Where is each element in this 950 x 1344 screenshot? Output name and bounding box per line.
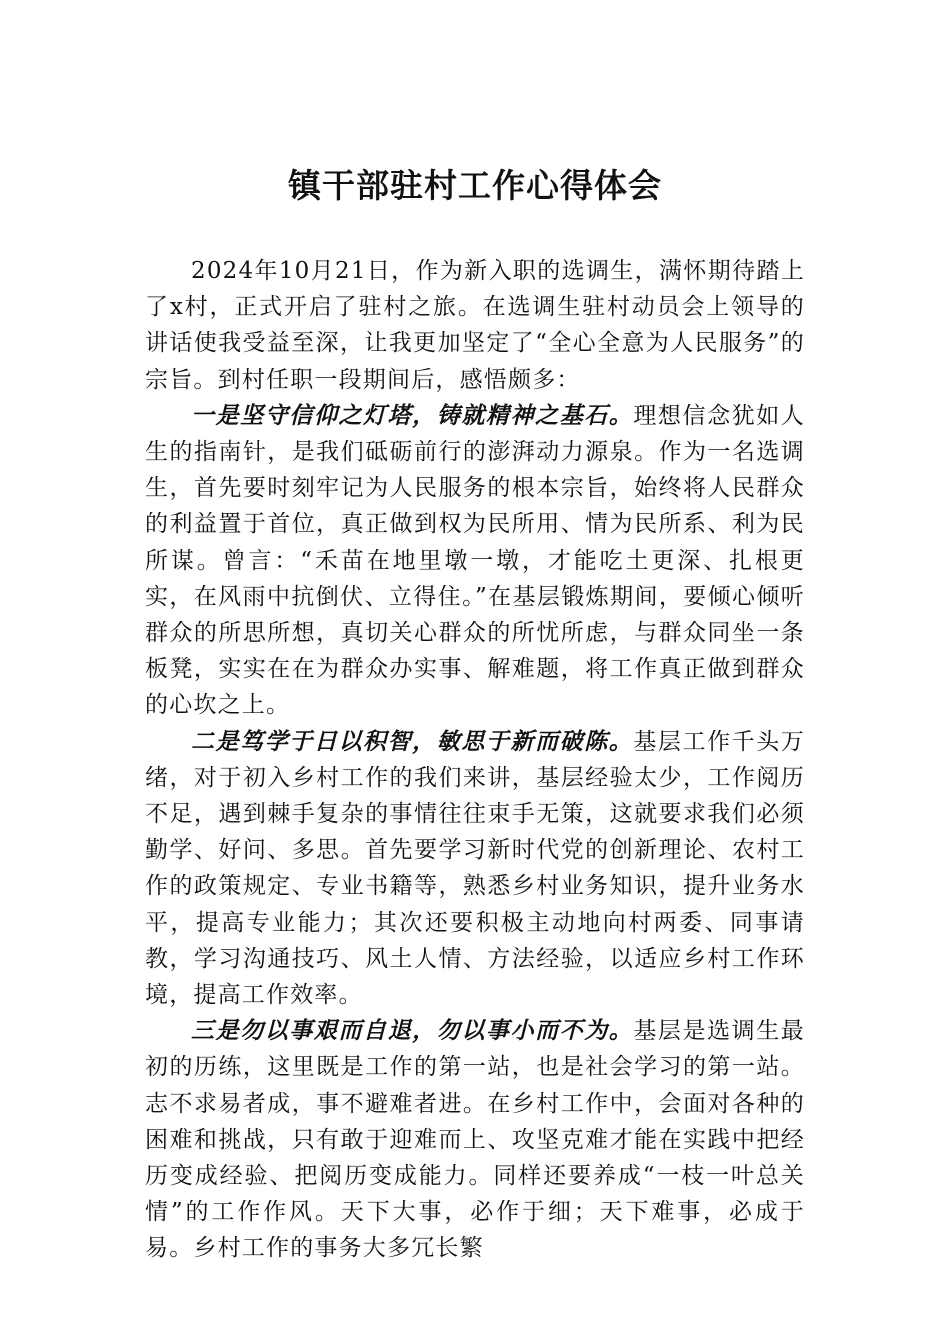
section-paragraph-2 — [145, 724, 805, 1014]
document-title: 镇干部驻村工作心得体会 — [288, 166, 662, 205]
section-lead-3: 三是勿以事艰而自退，勿以事小而不为。 — [191, 1017, 634, 1045]
section-lead-2: 二是笃学于日以积智，敏思于新而破陈。 — [191, 727, 634, 755]
section-lead-1: 一是坚守信仰之灯塔，铸就精神之基石。 — [191, 401, 634, 429]
section-paragraph-1 — [145, 398, 805, 724]
section-text-3: 基层是选调生最初的历练，这里既是工作的第一站，也是社会学习的第一站。志不求易者成，事不避难者进。在乡村工作中，会面对各种的困难和挑战，只有敢于迎难而上、攻坚克难才能在实践中把经历变成经验、把阅历变成能力。同样还要养成“一枝一叶总关情”的工作作风。天下大事，必作于细；天下难事，必成于易。乡村工作的事务大多冗长繁 — [145, 1018, 805, 1262]
section-text-2: 基层工作千头万绪，对于初入乡村工作的我们来讲，基层经验太少，工作阅历不足，遇到棘手复杂的事情往往束手无策，这就要求我们必须勤学、好问、多思。首先要学习新时代党的创新理论、农村工作的政策规定、专业书籍等，熟悉乡村业务知识，提升业务水平，提高专业能力；其次还要积极主动地向村两委、同事请教，学习沟通技巧、风土人情、方法经验，以适应乡村工作环境，提高工作效率。 — [145, 728, 805, 1009]
intro-paragraph: 2024年10月21日，作为新入职的选调生，满怀期待踏上了x村，正式开启了驻村之旅。在选调生驻村动员会上领导的讲话使我受益至深，让我更加坚定了“全心全意为人民服务”的宗旨。到村任职一段期间后，感悟颇多： — [145, 258, 805, 393]
document-body — [145, 253, 805, 1267]
section-paragraph-3 — [145, 1013, 805, 1266]
section-text-1: 理想信念犹如人生的指南针，是我们砥砺前行的澎湃动力源泉。作为一名选调生，首先要时刻牢记为人民服务的根本宗旨，始终将人民群众的利益置于首位，真正做到权为民所用、情为民所系、利为民所谋。曾言：“禾苗在地里墩一墩，才能吃土更深、扎根更实，在风雨中抗倒伏、立得住。”在基层锻炼期间，要倾心倾听群众的所思所想，真切关心群众的所忧所虑，与群众同坐一条板凳，实实在在为群众办实事、解难题，将工作真正做到群众的心坎之上。 — [145, 402, 805, 719]
